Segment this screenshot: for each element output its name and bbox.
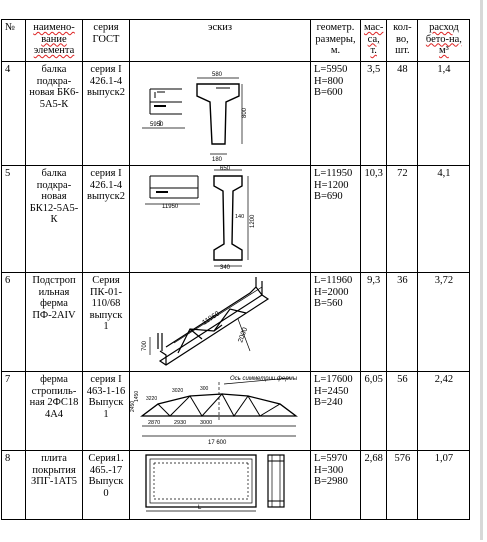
- row-series: Серия1. 465.-17 Выпуск 0: [83, 451, 130, 520]
- header-name: наимено-вание элемента: [26, 20, 83, 62]
- sketch-label: 11960: [201, 310, 221, 327]
- row-concrete: 3,72: [418, 273, 470, 372]
- sketch-label: 2450: [130, 400, 136, 412]
- sketch-label: 3020: [172, 388, 184, 394]
- row-series: серия I 426.1-4 выпуск2: [83, 166, 130, 273]
- sketch-label: 800: [242, 107, 248, 118]
- row-series: серия I 426.1-4 выпуск2: [83, 62, 130, 166]
- elements-table: [1, 19, 470, 520]
- beam-bk6-sketch: [130, 62, 311, 166]
- row-mass: 10,3: [361, 166, 387, 273]
- sketch-label: L: [198, 505, 202, 511]
- row-num: 6: [2, 273, 26, 372]
- header-sketch: эскиз: [130, 20, 311, 62]
- row-name: плита покрытия ЗПГ-1АТ5: [26, 451, 83, 520]
- sketch-label: 5950: [150, 122, 164, 128]
- table-row: [2, 273, 470, 372]
- sketch-label: 340: [220, 265, 231, 270]
- truss-fs-sketch: [130, 372, 311, 451]
- row-concrete: 4,1: [418, 166, 470, 273]
- row-concrete: 2,42: [418, 372, 470, 451]
- sketch-label: 2930: [174, 420, 187, 426]
- header-concrete: расход бето-на, м³: [418, 20, 470, 62]
- header-series: серия ГОСТ: [83, 20, 130, 62]
- sketch-label: 650: [220, 166, 231, 172]
- header-geometry: геометр. размеры, м.: [311, 20, 361, 62]
- row-num: 7: [2, 372, 26, 451]
- sketch-label: 3000: [200, 420, 213, 426]
- row-mass: 3,5: [361, 62, 387, 166]
- sketch-label: 140: [235, 214, 245, 220]
- header-num: №: [2, 20, 26, 62]
- sketch-label: 11950: [162, 204, 179, 210]
- row-count: 72: [387, 166, 418, 273]
- row-series: серия I 463-1-16 Выпуск 1: [83, 372, 130, 451]
- header-mass: мас-са, т.: [361, 20, 387, 62]
- row-num: 5: [2, 166, 26, 273]
- row-count: 576: [387, 451, 418, 520]
- truss-pf-sketch: [130, 273, 311, 372]
- row-count: 56: [387, 372, 418, 451]
- sketch-label: 2870: [148, 420, 161, 426]
- row-count: 48: [387, 62, 418, 166]
- row-concrete: 1,4: [418, 62, 470, 166]
- table-row: [2, 451, 470, 520]
- header-row: [2, 20, 470, 62]
- row-name: Подстроп ильная ферма ПФ-2АIV: [26, 273, 83, 372]
- sketch-label: Ось симметрии фермы: [230, 376, 298, 382]
- row-concrete: 1,07: [418, 451, 470, 520]
- row-geometry: L=11960 H=2000 B=560: [311, 273, 361, 372]
- table-row: [2, 166, 470, 273]
- sketch-label: 1200: [250, 214, 256, 228]
- row-mass: 2,68: [361, 451, 387, 520]
- row-geometry: L=11950 H=1200 B=690: [311, 166, 361, 273]
- sketch-label: 3220: [146, 396, 158, 402]
- row-count: 36: [387, 273, 418, 372]
- header-count: кол-во, шт.: [387, 20, 418, 62]
- row-name: балка подкра-новая БК6-5А5-К: [26, 62, 83, 166]
- row-name: [26, 372, 83, 451]
- row-series: Серия ПК-01-110/68 выпуск 1: [83, 273, 130, 372]
- row-geometry: L=17600 H=2450 B=240: [311, 372, 361, 451]
- row-geometry: L=5970 H=300 B=2980: [311, 451, 361, 520]
- sketch-label: 580: [212, 72, 223, 78]
- row-num: 8: [2, 451, 26, 520]
- sketch-label: 180: [212, 157, 223, 163]
- sketch-label: 700: [142, 340, 148, 351]
- row-mass: 6,05: [361, 372, 387, 451]
- sketch-label: 300: [200, 386, 209, 392]
- sketch-label: 2000: [237, 326, 250, 344]
- row-geometry: L=5950 H=800 B=600: [311, 62, 361, 166]
- sketch-label: 17 600: [208, 440, 227, 446]
- table-row: [2, 372, 470, 451]
- row-mass: 9,3: [361, 273, 387, 372]
- slab-sketch: [130, 451, 311, 520]
- row-num: 4: [2, 62, 26, 166]
- beam-bk12-sketch: [130, 166, 311, 273]
- sketch-label: 1450: [134, 390, 140, 402]
- table-row: [2, 62, 470, 166]
- name-part: ферма стропиль-ная 2ФС18 4А4: [29, 374, 79, 420]
- row-name: балка подкра-новая БК12-5А5-К: [26, 166, 83, 273]
